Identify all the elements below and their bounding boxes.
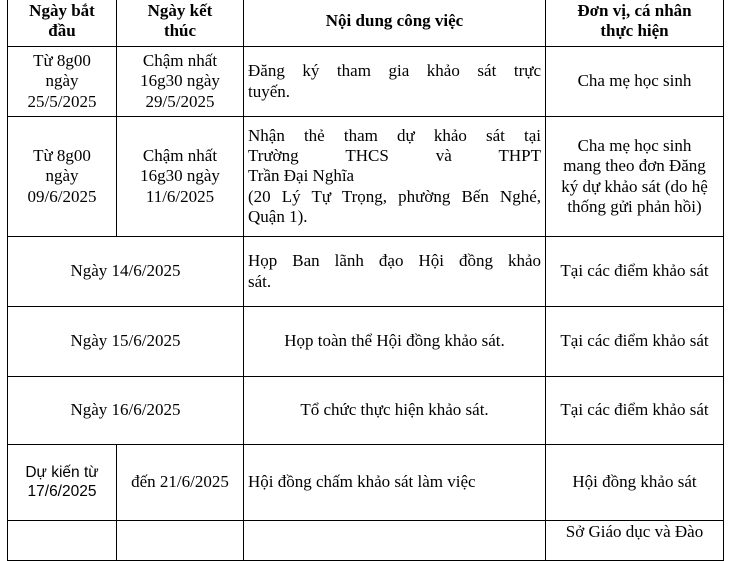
end-date-cell: đến 21/6/2025 bbox=[117, 445, 244, 521]
responsible-cell: Tại các điểm khảo sát bbox=[546, 377, 724, 445]
table-row bbox=[8, 521, 724, 561]
table-row bbox=[8, 307, 724, 377]
responsible-cell: Cha mẹ học sinh bbox=[546, 47, 724, 117]
header-task: Nội dung công việc bbox=[244, 0, 546, 47]
responsible-cell: Tại các điểm khảo sát bbox=[546, 307, 724, 377]
responsible-cell: Tại các điểm khảo sát bbox=[546, 237, 724, 307]
header-start-date: Ngày bắt đầu bbox=[8, 0, 117, 47]
start-date-cell bbox=[8, 521, 117, 561]
task-cell: Hội đồng chấm khảo sát làm việc bbox=[244, 445, 546, 521]
task-cell: Họp Ban lãnh đạo Hội đồng khảo sát. bbox=[244, 237, 546, 307]
table-row bbox=[8, 117, 724, 237]
table-header-row bbox=[8, 0, 724, 47]
end-date-cell bbox=[117, 521, 244, 561]
start-date-cell: Từ 8g00 ngày 25/5/2025 bbox=[8, 47, 117, 117]
end-date-cell: Chậm nhất 16g30 ngày 29/5/2025 bbox=[117, 47, 244, 117]
date-cell: Ngày 16/6/2025 bbox=[8, 377, 244, 445]
table-row bbox=[8, 377, 724, 445]
header-end-date: Ngày kết thúc bbox=[117, 0, 244, 47]
task-cell: Họp toàn thể Hội đồng khảo sát. bbox=[244, 307, 546, 377]
table-row bbox=[8, 237, 724, 307]
date-cell: Ngày 15/6/2025 bbox=[8, 307, 244, 377]
table-row bbox=[8, 445, 724, 521]
start-date-cell: Từ 8g00 ngày 09/6/2025 bbox=[8, 117, 117, 237]
header-responsible: Đơn vị, cá nhân thực hiện bbox=[546, 0, 724, 47]
task-cell: Nhận thẻ tham dự khảo sát tại Trường THCS và THPT Trần Đại Nghĩa (20 Lý Tự Trọng, phường Bến Nghé, Quận 1). bbox=[244, 117, 546, 237]
schedule-table bbox=[7, 0, 724, 561]
task-cell: Đăng ký tham gia khảo sát trực tuyến. bbox=[244, 47, 546, 117]
task-cell: Tổ chức thực hiện khảo sát. bbox=[244, 377, 546, 445]
responsible-cell: Cha mẹ học sinh mang theo đơn Đăng ký dự khảo sát (do hệ thống gửi phản hồi) bbox=[546, 117, 724, 237]
responsible-cell: Sở Giáo dục và Đào bbox=[546, 521, 724, 561]
end-date-cell: Chậm nhất 16g30 ngày 11/6/2025 bbox=[117, 117, 244, 237]
date-cell: Ngày 14/6/2025 bbox=[8, 237, 244, 307]
start-date-cell: Dự kiến từ 17/6/2025 bbox=[8, 445, 117, 521]
table-row bbox=[8, 47, 724, 117]
responsible-cell: Hội đồng khảo sát bbox=[546, 445, 724, 521]
task-cell bbox=[244, 521, 546, 561]
